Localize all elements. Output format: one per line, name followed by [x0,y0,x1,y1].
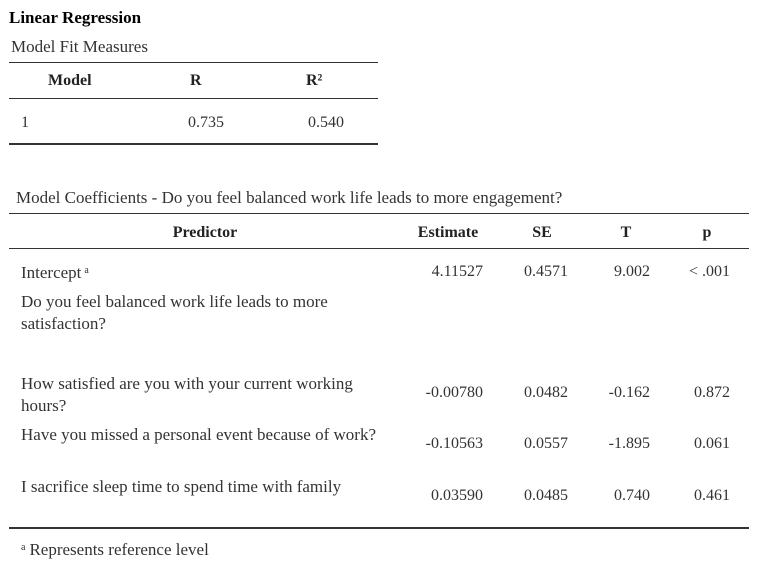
fit-header-model: Model [48,72,92,89]
fit-table-bottom-rule [9,143,378,145]
table-cell-estimate: -0.00780 [425,384,483,401]
coef-table-top-rule [9,213,749,214]
footnote-marker: a [21,542,26,553]
table-row-intercept-label: Intercept $^a$ [21,263,89,282]
table-cell-p: 0.461 [694,487,730,504]
table-row-predictor-label: Do you feel balanced work life leads to more satisfaction? [21,292,328,333]
page-title: Linear Regression [9,8,142,27]
table-cell-t: 9.002 [614,263,650,280]
table-row-predictor-label: Have you missed a personal event because of work? [21,425,376,444]
coef-header-p: p [702,224,712,241]
table-cell-t: 0.740 [614,487,650,504]
reference-marker: a [84,265,89,276]
coef-header-se: SE [532,224,552,241]
table-cell-estimate: 4.11527 [431,263,483,280]
coef-table-bottom-rule [9,527,749,529]
table-row-predictor-label: How satisfied are you with your current working hours? [21,374,353,415]
coef-table-caption: Model Coefficients - Do you feel balanced work life leads to more engagement? [16,188,563,207]
fit-cell-r: 0.735 [188,114,224,131]
table-cell-p: 0.872 [694,384,730,401]
table-cell-p: < .001 [688,263,730,280]
table-row-predictor-label: I sacrifice sleep time to spend time with family [21,477,342,496]
table-footnote: $^a$ Represents reference level [21,540,209,559]
fit-cell-model: 1 [21,114,29,131]
fit-table-header-rule [9,98,378,99]
table-cell-se: 0.0485 [524,487,568,504]
table-cell-t: -0.162 [608,384,650,401]
table-cell-se: 0.4571 [524,263,568,280]
coef-header-predictor: Predictor [172,224,238,241]
fit-header-r2: R² [306,72,323,89]
fit-header-r: R [190,72,202,89]
table-cell-estimate: -0.10563 [425,435,483,452]
table-cell-t: -1.895 [608,435,650,452]
coef-table-header-rule [9,248,749,249]
coef-header-t: T [620,224,632,241]
table-cell-estimate: 0.03590 [431,487,483,504]
table-cell-p: 0.061 [694,435,730,452]
fit-cell-r2: 0.540 [308,114,344,131]
coef-header-estimate: Estimate [417,224,479,241]
table-cell-se: 0.0482 [524,384,568,401]
fit-table-caption: Model Fit Measures [11,37,148,56]
table-cell-se: 0.0557 [524,435,568,452]
fit-table-top-rule [9,62,378,63]
